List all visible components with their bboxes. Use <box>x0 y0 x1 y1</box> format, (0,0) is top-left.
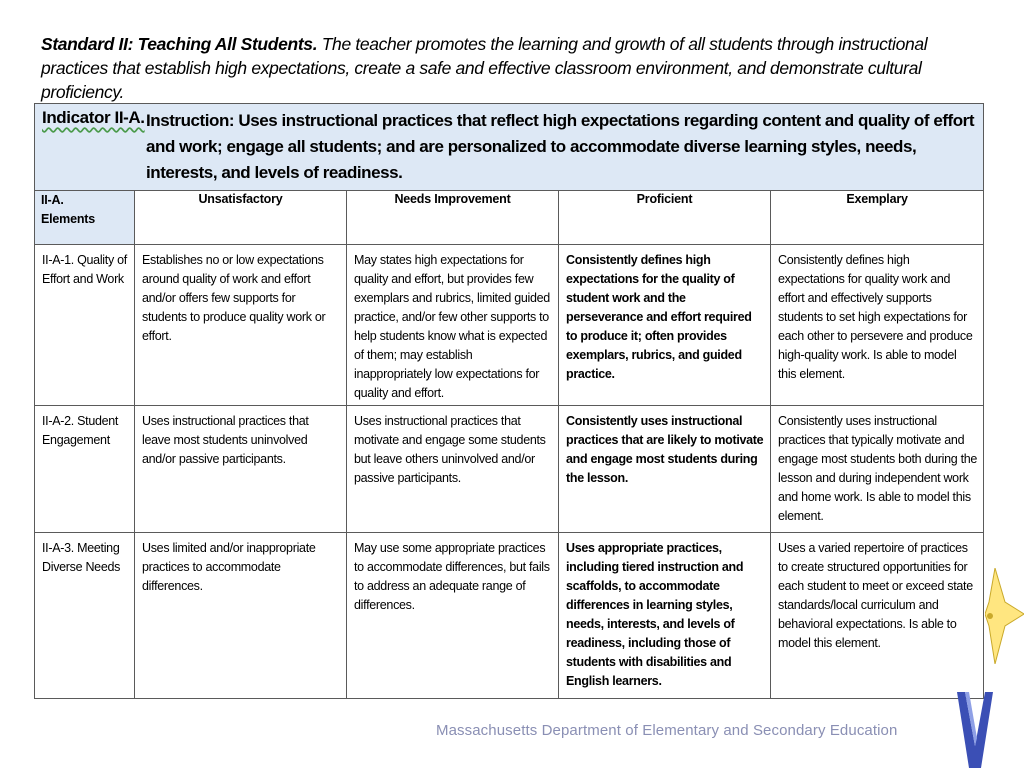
table-row <box>35 533 984 699</box>
needs-improvement-cell: May states high expectations for quality and effort, but provides few exemplars and rubrics, limited guided practice, and/or few other supports to help students know what is expected of them; may establish inappropriately low expectations for quality and effort. <box>347 245 559 406</box>
footer-organization: Massachusetts Department of Elementary and Secondary Education <box>436 722 898 739</box>
standard-title: Standard II: Teaching All Students. <box>41 34 318 54</box>
header-elements-text: II-A. Elements <box>41 193 95 226</box>
indicator-row <box>35 104 984 191</box>
table-row <box>35 245 984 406</box>
proficient-cell: Uses appropriate practices, including tiered instruction and scaffolds, to accommodate differences in learning styles, needs, interests, and levels of readiness, including those of students with disabilities and English learners. <box>559 533 771 699</box>
unsatisfactory-cell: Uses limited and/or inappropriate practices to accommodate differences. <box>135 533 347 699</box>
star-decoration-icon <box>985 568 1024 664</box>
header-unsatisfactory: Unsatisfactory <box>135 191 347 245</box>
element-cell: II-A-2. Student Engagement <box>35 406 135 533</box>
unsatisfactory-cell: Establishes no or low expectations around quality of work and effort and/or offers few supports for students to produce quality work or effort. <box>135 245 347 406</box>
proficient-cell: Consistently defines high expectations for the quality of student work and the perseverance and effort required to produce it; often provides exemplars, rubrics, and guided practice. <box>559 245 771 406</box>
element-cell: II-A-3. Meeting Diverse Needs <box>35 533 135 699</box>
table-row <box>35 406 984 533</box>
needs-improvement-cell: May use some appropriate practices to accommodate differences, but fails to address an adequate range of differences. <box>347 533 559 699</box>
needs-improvement-cell: Uses instructional practices that motivate and engage some students but leave others uninvolved and/or passive participants. <box>347 406 559 533</box>
header-needs-improvement: Needs Improvement <box>347 191 559 245</box>
indicator-cell <box>35 104 984 191</box>
standard-statement <box>41 32 986 104</box>
proficient-cell: Consistently uses instructional practices that are likely to motivate and engage most students during the lesson. <box>559 406 771 533</box>
w-logo-icon <box>955 688 995 768</box>
header-proficient: Proficient <box>559 191 771 245</box>
unsatisfactory-cell: Uses instructional practices that leave most students uninvolved and/or passive participants. <box>135 406 347 533</box>
header-exemplary: Exemplary <box>771 191 984 245</box>
element-cell: II-A-1. Quality of Effort and Work <box>35 245 135 406</box>
header-elements <box>35 191 135 245</box>
indicator-label: Indicator II-A. <box>42 108 145 127</box>
standard-description: The teacher promotes the learning and growth of all students through instructional practices that establish high expectations, create a safe and effective classroom environment, and demonstrate cultural proficiency. <box>41 34 928 102</box>
indicator-text: Instruction: Uses instructional practices that reflect high expectations regarding content and quality of effort and work; engage all students; and are personalized to accommodate diverse learning styles, needs, interests, and levels of readiness. <box>146 111 975 182</box>
exemplary-cell: Uses a varied repertoire of practices to create structured opportunities for each student to meet or exceed state standards/local curriculum and behavioral expectations. Is able to model this element. <box>771 533 984 699</box>
exemplary-cell: Consistently uses instructional practices that typically motivate and engage most students both during the lesson and during independent work and home work. Is able to model this element. <box>771 406 984 533</box>
rubric-table <box>34 103 984 699</box>
exemplary-cell: Consistently defines high expectations for quality work and effort and effectively supports students to set high expectations for each other to persevere and produce high-quality work. Is able to model this element. <box>771 245 984 406</box>
header-row <box>35 191 984 245</box>
